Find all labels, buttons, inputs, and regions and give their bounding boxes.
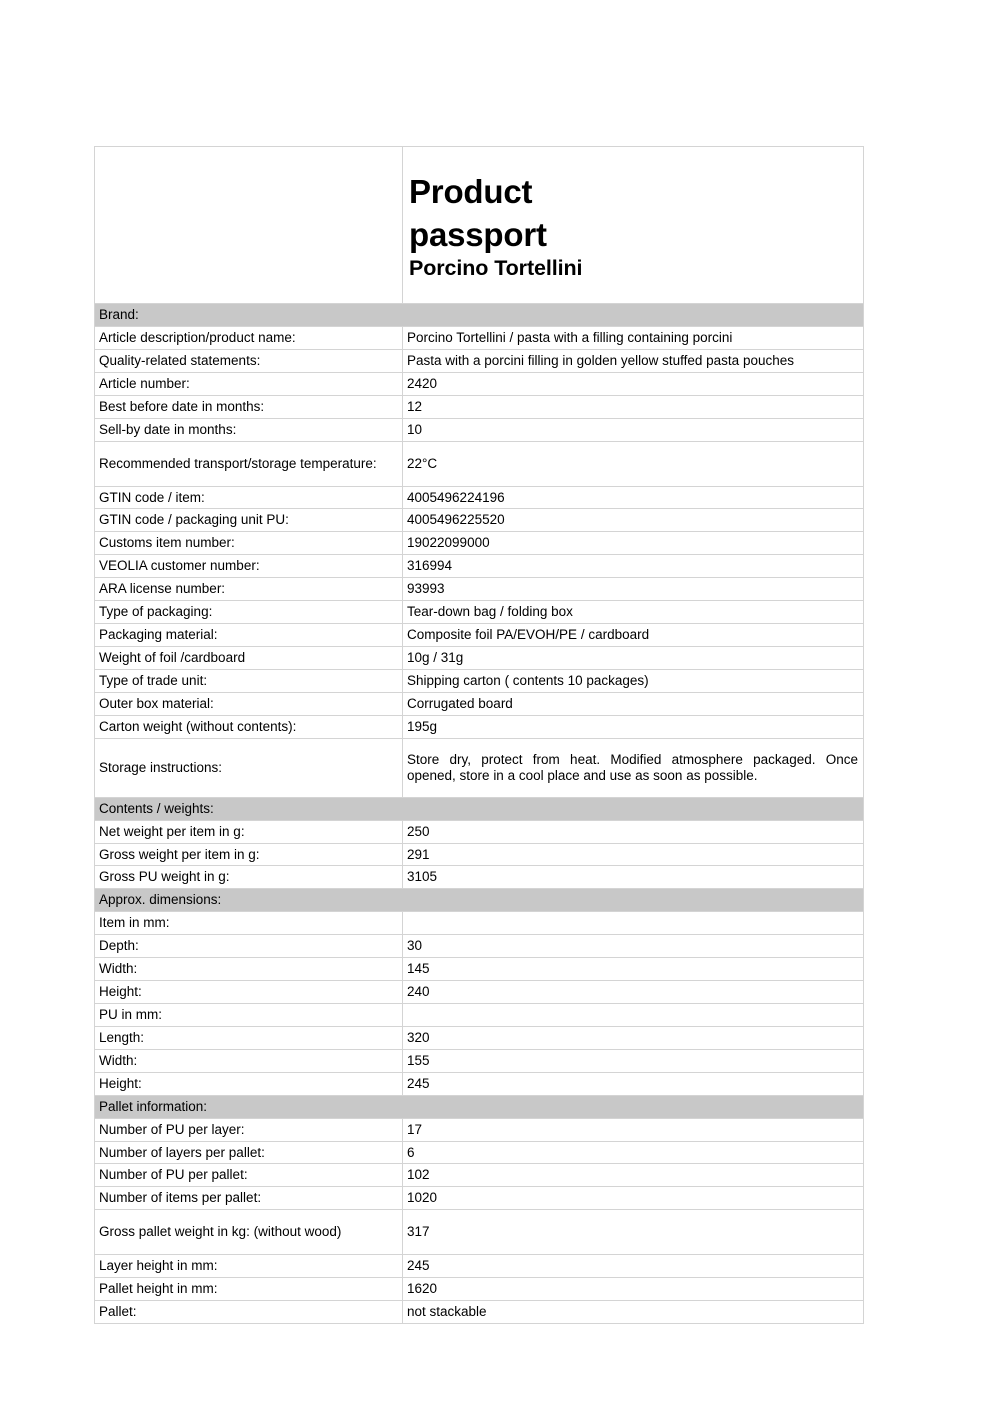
row-value: 245 <box>403 1255 864 1278</box>
table-row <box>95 1141 864 1164</box>
row-value: 245 <box>403 1072 864 1095</box>
row-label: Pallet height in mm: <box>95 1278 403 1301</box>
row-value: 250 <box>403 820 864 843</box>
row-label: Article description/product name: <box>95 326 403 349</box>
row-value: 22°C <box>403 441 864 486</box>
row-label: Gross pallet weight in kg: (without wood) <box>95 1210 403 1255</box>
row-label: Customs item number: <box>95 532 403 555</box>
row-value <box>403 1003 864 1026</box>
row-label: Height: <box>95 981 403 1004</box>
table-row <box>95 715 864 738</box>
product-passport-table <box>94 146 864 1324</box>
passport-header-row <box>95 147 864 304</box>
row-value: 4005496225520 <box>403 509 864 532</box>
passport-title-cell <box>403 147 864 304</box>
row-value: 6 <box>403 1141 864 1164</box>
row-label: VEOLIA customer number: <box>95 555 403 578</box>
section-header-row <box>95 889 864 912</box>
table-row <box>95 646 864 669</box>
table-row <box>95 1118 864 1141</box>
table-row <box>95 395 864 418</box>
table-row <box>95 532 864 555</box>
row-label: Carton weight (without contents): <box>95 715 403 738</box>
table-row <box>95 820 864 843</box>
table-row <box>95 1187 864 1210</box>
row-label: Item in mm: <box>95 912 403 935</box>
row-label: Number of PU per pallet: <box>95 1164 403 1187</box>
row-label: Article number: <box>95 372 403 395</box>
row-value: 10g / 31g <box>403 646 864 669</box>
section-header-label: Brand: <box>95 304 864 327</box>
section-header-label: Contents / weights: <box>95 797 864 820</box>
row-value: 30 <box>403 935 864 958</box>
row-label: Length: <box>95 1026 403 1049</box>
table-row <box>95 601 864 624</box>
table-row <box>95 1210 864 1255</box>
row-label: Depth: <box>95 935 403 958</box>
row-label: Gross PU weight in g: <box>95 866 403 889</box>
row-value: 317 <box>403 1210 864 1255</box>
table-row <box>95 1026 864 1049</box>
row-value: Pasta with a porcini filling in golden yellow stuffed pasta pouches <box>403 349 864 372</box>
row-value: not stackable <box>403 1301 864 1324</box>
row-value <box>403 912 864 935</box>
row-label: Sell-by date in months: <box>95 418 403 441</box>
row-value: 195g <box>403 715 864 738</box>
row-value: 19022099000 <box>403 532 864 555</box>
table-row <box>95 1301 864 1324</box>
row-value: 1020 <box>403 1187 864 1210</box>
table-row <box>95 441 864 486</box>
row-value: 12 <box>403 395 864 418</box>
table-row <box>95 555 864 578</box>
row-label: Type of trade unit: <box>95 669 403 692</box>
row-value: Tear-down bag / folding box <box>403 601 864 624</box>
table-row <box>95 509 864 532</box>
row-label: Storage instructions: <box>95 738 403 797</box>
row-value: Composite foil PA/EVOH/PE / cardboard <box>403 624 864 647</box>
section-header-label: Approx. dimensions: <box>95 889 864 912</box>
row-value: 291 <box>403 843 864 866</box>
row-label: Pallet: <box>95 1301 403 1324</box>
table-row <box>95 866 864 889</box>
table-row <box>95 692 864 715</box>
row-label: PU in mm: <box>95 1003 403 1026</box>
table-row <box>95 1278 864 1301</box>
row-value: 17 <box>403 1118 864 1141</box>
table-row <box>95 843 864 866</box>
section-header-label: Pallet information: <box>95 1095 864 1118</box>
table-row <box>95 1049 864 1072</box>
row-value: Store dry, protect from heat. Modified atmosphere packaged. Once opened, store in a cool place and use as soon as possible. <box>403 738 864 797</box>
table-row <box>95 1164 864 1187</box>
table-row <box>95 578 864 601</box>
table-row <box>95 326 864 349</box>
row-label: GTIN code / item: <box>95 486 403 509</box>
page-subtitle: Porcino Tortellini <box>409 255 583 280</box>
section-header-row <box>95 1095 864 1118</box>
row-label: Width: <box>95 958 403 981</box>
row-label: Width: <box>95 1049 403 1072</box>
row-label: GTIN code / packaging unit PU: <box>95 509 403 532</box>
row-value: 1620 <box>403 1278 864 1301</box>
row-value: 4005496224196 <box>403 486 864 509</box>
row-label: Number of items per pallet: <box>95 1187 403 1210</box>
table-row <box>95 958 864 981</box>
table-row <box>95 669 864 692</box>
table-row <box>95 349 864 372</box>
table-row <box>95 935 864 958</box>
row-value: 316994 <box>403 555 864 578</box>
table-row <box>95 1255 864 1278</box>
row-value: Corrugated board <box>403 692 864 715</box>
row-label: Number of layers per pallet: <box>95 1141 403 1164</box>
row-label: Best before date in months: <box>95 395 403 418</box>
row-label: Layer height in mm: <box>95 1255 403 1278</box>
row-value: 3105 <box>403 866 864 889</box>
row-label: Type of packaging: <box>95 601 403 624</box>
row-label: Quality-related statements: <box>95 349 403 372</box>
row-label: Outer box material: <box>95 692 403 715</box>
row-value: 93993 <box>403 578 864 601</box>
page-title-line2: passport <box>409 215 547 253</box>
table-row <box>95 372 864 395</box>
table-row <box>95 738 864 797</box>
section-header-row <box>95 797 864 820</box>
row-value: 2420 <box>403 372 864 395</box>
row-value: 320 <box>403 1026 864 1049</box>
row-value: 102 <box>403 1164 864 1187</box>
row-value: 240 <box>403 981 864 1004</box>
row-value: 145 <box>403 958 864 981</box>
row-label: ARA license number: <box>95 578 403 601</box>
table-row <box>95 981 864 1004</box>
row-value: Porcino Tortellini / pasta with a filling containing porcini <box>403 326 864 349</box>
row-label: Net weight per item in g: <box>95 820 403 843</box>
passport-table-body <box>95 147 864 1324</box>
brand-logo-cell <box>95 147 403 304</box>
table-row <box>95 486 864 509</box>
table-row <box>95 418 864 441</box>
row-value: Shipping carton ( contents 10 packages) <box>403 669 864 692</box>
row-label: Packaging material: <box>95 624 403 647</box>
row-label: Number of PU per layer: <box>95 1118 403 1141</box>
row-label: Height: <box>95 1072 403 1095</box>
section-header-row <box>95 304 864 327</box>
row-value: 10 <box>403 418 864 441</box>
table-row <box>95 1072 864 1095</box>
row-label: Gross weight per item in g: <box>95 843 403 866</box>
row-label: Recommended transport/storage temperature: <box>95 441 403 486</box>
table-row <box>95 1003 864 1026</box>
page-title-line1: Product <box>409 172 533 210</box>
row-value: 155 <box>403 1049 864 1072</box>
row-label: Weight of foil /cardboard <box>95 646 403 669</box>
table-row <box>95 624 864 647</box>
table-row <box>95 912 864 935</box>
